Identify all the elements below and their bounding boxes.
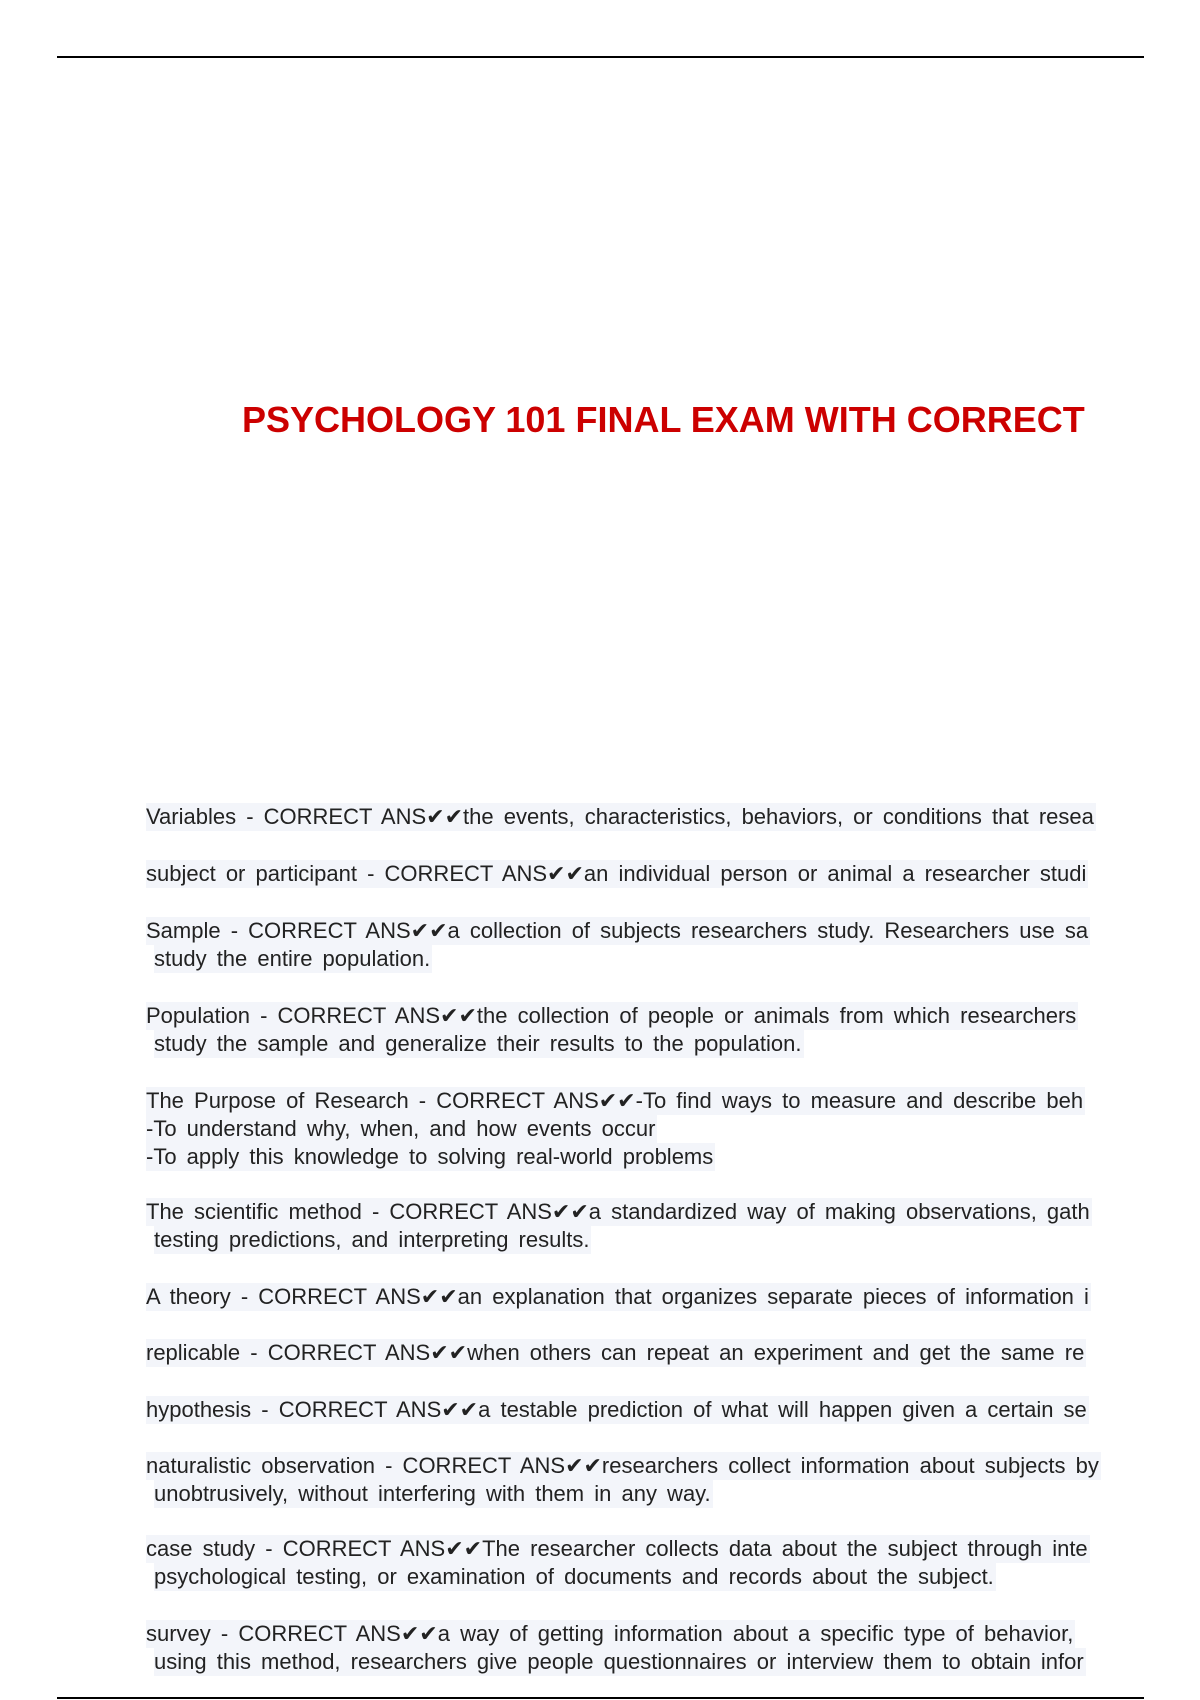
entry-line: naturalistic observation - CORRECT ANS✔✔researchers collect information about subjects by xyxy=(146,1453,1099,1478)
entry-line: study the sample and generalize their results to the population. xyxy=(154,1031,802,1056)
entry-line: A theory - CORRECT ANS✔✔an explanation that organizes separate pieces of information i xyxy=(146,1284,1089,1309)
entry-line: Population - CORRECT ANS✔✔the collection of people or animals from which researchers xyxy=(146,1003,1077,1028)
entry-line: Variables - CORRECT ANS✔✔the events, characteristics, behaviors, or conditions that resea xyxy=(146,804,1094,829)
qa-entry-case-study xyxy=(146,1535,1200,1591)
entry-line: -To apply this knowledge to solving real-world problems xyxy=(146,1144,714,1169)
qa-entry-population xyxy=(146,1002,1200,1058)
document-title: PSYCHOLOGY 101 FINAL EXAM WITH CORRECT xyxy=(242,399,1085,440)
qa-entry-variables xyxy=(146,803,1200,831)
entry-line: psychological testing, or examination of documents and records about the subject. xyxy=(154,1564,994,1589)
qa-entry-naturalistic-observation xyxy=(146,1452,1200,1508)
qa-entry-hypothesis xyxy=(146,1396,1200,1424)
entry-line: unobtrusively, without interfering with them in any way. xyxy=(154,1481,711,1506)
qa-entry-sample xyxy=(146,917,1200,973)
qa-entry-survey xyxy=(146,1620,1200,1676)
entry-line: -To understand why, when, and how events occur xyxy=(146,1116,656,1141)
qa-entry-scientific-method xyxy=(146,1198,1200,1254)
entry-line: The Purpose of Research - CORRECT ANS✔✔-To find ways to measure and describe beh xyxy=(146,1088,1084,1113)
entry-line: using this method, researchers give people questionnaires or interview them to obtain infor xyxy=(154,1649,1084,1674)
entry-line: hypothesis - CORRECT ANS✔✔a testable prediction of what will happen given a certain se xyxy=(146,1397,1087,1422)
qa-entry-subject xyxy=(146,860,1200,888)
entry-line: Sample - CORRECT ANS✔✔a collection of subjects researchers study. Researchers use sa xyxy=(146,918,1089,943)
entry-line: study the entire population. xyxy=(154,946,431,971)
entry-line: replicable - CORRECT ANS✔✔when others can repeat an experiment and get the same re xyxy=(146,1340,1085,1365)
entry-line: survey - CORRECT ANS✔✔a way of getting information about a specific type of behavior, xyxy=(146,1621,1074,1646)
entry-line: The scientific method - CORRECT ANS✔✔a standardized way of making observations, gath xyxy=(146,1199,1090,1224)
entry-line: case study - CORRECT ANS✔✔The researcher collects data about the subject through inte xyxy=(146,1536,1088,1561)
bottom-rule xyxy=(57,1697,1144,1699)
qa-entry-purpose-of-research xyxy=(146,1087,1200,1171)
top-rule xyxy=(57,56,1144,58)
entry-line: subject or participant - CORRECT ANS✔✔an individual person or animal a researcher studi xyxy=(146,861,1087,886)
entry-line: testing predictions, and interpreting results. xyxy=(154,1227,590,1252)
qa-entry-replicable xyxy=(146,1339,1200,1367)
qa-entry-theory xyxy=(146,1283,1200,1311)
